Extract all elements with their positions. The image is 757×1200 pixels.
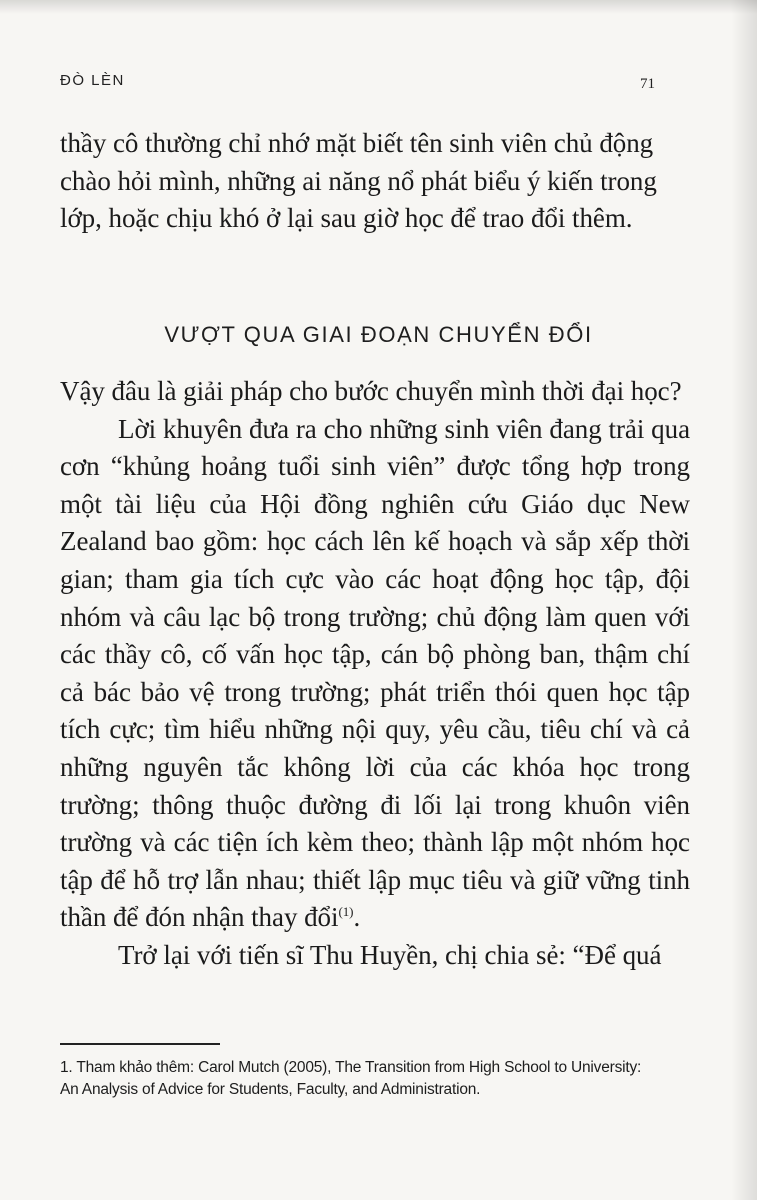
- intro-line: thầy cô thường chỉ nhớ mặt biết tên sinh viên chủ động: [60, 128, 654, 158]
- paragraph-advice-end: .: [353, 902, 361, 933]
- footnote-reference[interactable]: (1): [338, 904, 354, 920]
- paragraph-quote-start: Trở lại với tiến sĩ Thu Huyền, chị chia sẻ: “Để quá: [118, 939, 662, 970]
- intro-paragraph: [60, 125, 690, 238]
- page-number: 71: [640, 76, 655, 92]
- footnote: [60, 1057, 720, 1101]
- paragraph-question: Vậy đâu là giải pháp cho bước chuyển mình thời đại học?: [60, 376, 682, 406]
- page-edge-shadow-right: [731, 0, 757, 1200]
- paragraph-advice: [60, 411, 690, 937]
- main-text: [60, 373, 690, 975]
- footnote-divider: [60, 1043, 220, 1045]
- paragraph-advice-text: Lời khuyên đưa ra cho những sinh viên đang trải qua cơn “khủng hoảng tuổi sinh viên” được tổng hợp trong một tài liệu của Hội đồng nghiên cứu Giáo dục New Zealand bao gồm: học cách lên kế hoạch và sắp xếp thời gian; tham gia tích cực vào các hoạt động học tập, đội nhóm và câu lạc bộ trong trường; chủ động làm quen với các thầy cô, cố vấn học tập, cán bộ phòng ban, thậm chí cả bác bảo vệ trong trường; phát triển thói quen học tập tích cực; tìm hiểu những nội quy, yêu cầu, tiêu chí và cả những nguyên tắc không lời của các khóa học trong trường; thông thuộc đường đi lối lại trong khuôn viên trường và các tiện ích kèm theo; thành lập một nhóm học tập để hỗ trợ lẫn nhau; thiết lập mục tiêu và giữ vững tinh thần để đón nhận thay đổi: [60, 413, 690, 933]
- running-head: ĐÒ LÈN: [60, 72, 125, 89]
- footnote-line: 1. Tham khảo thêm: Carol Mutch (2005), The Transition from High School to University:: [60, 1059, 642, 1076]
- footnote-line: An Analysis of Advice for Students, Faculty, and Administration.: [60, 1081, 481, 1098]
- section-heading: VƯỢT QUA GIAI ĐOẠN CHUYỂN ĐỔI: [164, 322, 593, 347]
- page-edge-shadow-top: [0, 0, 757, 14]
- intro-line: lớp, hoặc chịu khó ở lại sau giờ học để trao đổi thêm.: [60, 203, 633, 234]
- intro-line: chào hỏi mình, những ai năng nổ phát biểu ý kiến trong: [60, 165, 657, 196]
